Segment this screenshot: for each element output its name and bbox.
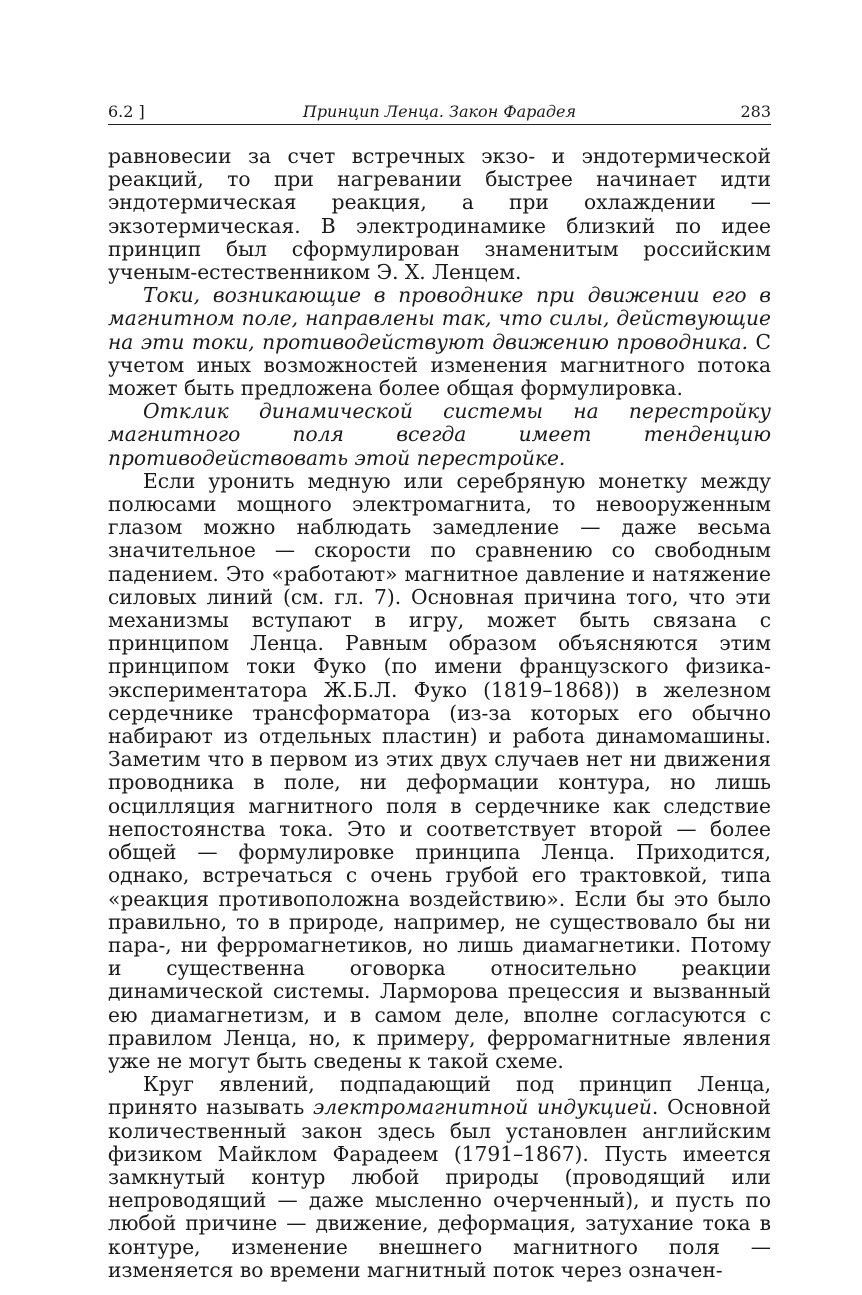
lenz-rule-italic: Токи, возникающие в проводнике при движении его в магнитном поле, направлены так, что силы, действующие на эти токи, противодействуют движению проводника. — [108, 283, 771, 354]
paragraph-5 — [108, 1073, 771, 1282]
page-number: 283 — [740, 102, 771, 121]
paragraph-1 — [108, 145, 771, 284]
paragraph-text: равновесии за счет встречных экзо- и эндотермической реакций, то при нагревании быстрее начинает идти эндотермическая реакция, а при охлаждении — экзотермическая. В электродинамике близкий по идее принцип был сформулирован знаменитым российским ученым-естественником Э. Х. Ленцем. — [108, 144, 771, 285]
section-number: 6.2 ] — [108, 102, 145, 121]
paragraph-2-lenz-rule — [108, 284, 771, 400]
running-title: Принцип Ленца. Закон Фарадея — [302, 102, 577, 121]
general-formulation-italic: Отклик динамической системы на перестройку магнитного поля всегда имеет тенденцию противодействовать этой перестройке. — [108, 399, 771, 470]
paragraph-text: С учетом иных возможностей изменения магнитного потока может быть предложена более общая формулировка. — [108, 329, 771, 401]
paragraph-text: . Основной количественный закон здесь был установлен английским физиком Майклом Фарадеем (1791–1867). Пусть имеется замкнутый контур любой природы (проводящий или непроводящий — даже мысленно очерченный), и пусть по любой причине — движение, деформация, затухание тока в контуре, изменение внешнего магнитного поля — изменяется во времени магнитный поток через означен- — [108, 1095, 771, 1282]
paragraph-3-general-formulation — [108, 400, 771, 470]
body-text — [108, 145, 771, 1282]
paragraph-4 — [108, 470, 771, 1073]
running-header — [108, 100, 771, 125]
book-page — [108, 100, 771, 1282]
paragraph-text: Если уронить медную или серебряную монетку между полюсами мощного электромагнита, то невооруженным глазом можно наблюдать замедление — даже весьма значительное — скорости по сравнению со свободным падением. Это «работают» магнитное давление и натяжение силовых линий (см. гл. 7). Основная причина того, что эти механизмы вступают в игру, может быть связана с принципом Ленца. Равным образом объясняются этим принципом токи Фуко (по имени французского физика-экспериментатора Ж.Б.Л. Фуко (1819–1868)) в железном сердечнике трансформатора (из-за которых его обычно набирают из отдельных пластин) и работа динамомашины. Заметим что в первом из этих двух случаев нет ни движения проводника в поле, ни деформации контура, но лишь осцилляция магнитного поля в сердечнике как следствие непостоянства тока. Это и соответствует второй — более общей — формулировке принципа Ленца. Приходится, однако, встречаться с очень грубой его трактовкой, типа «реакция противоположна воздействию». Если бы это было правильно, то в природе, например, не существовало бы ни пара-, ни ферромагнетиков, но лишь диамагнетики. Потому и существенна оговорка относительно реакции динамической системы. Ларморова прецессия и вызванный ею диамагнетизм, и в самом деле, вполне согласуются с правилом Ленца, но, к примеру, ферромагнитные явления уже не могут быть сведены к такой схеме. — [108, 468, 771, 1073]
paragraph-text: Круг явлений, подпадающий под принцип Ленца, принято называть — [108, 1072, 771, 1120]
emphasized-term: электромагнитной индукцией — [313, 1095, 652, 1120]
